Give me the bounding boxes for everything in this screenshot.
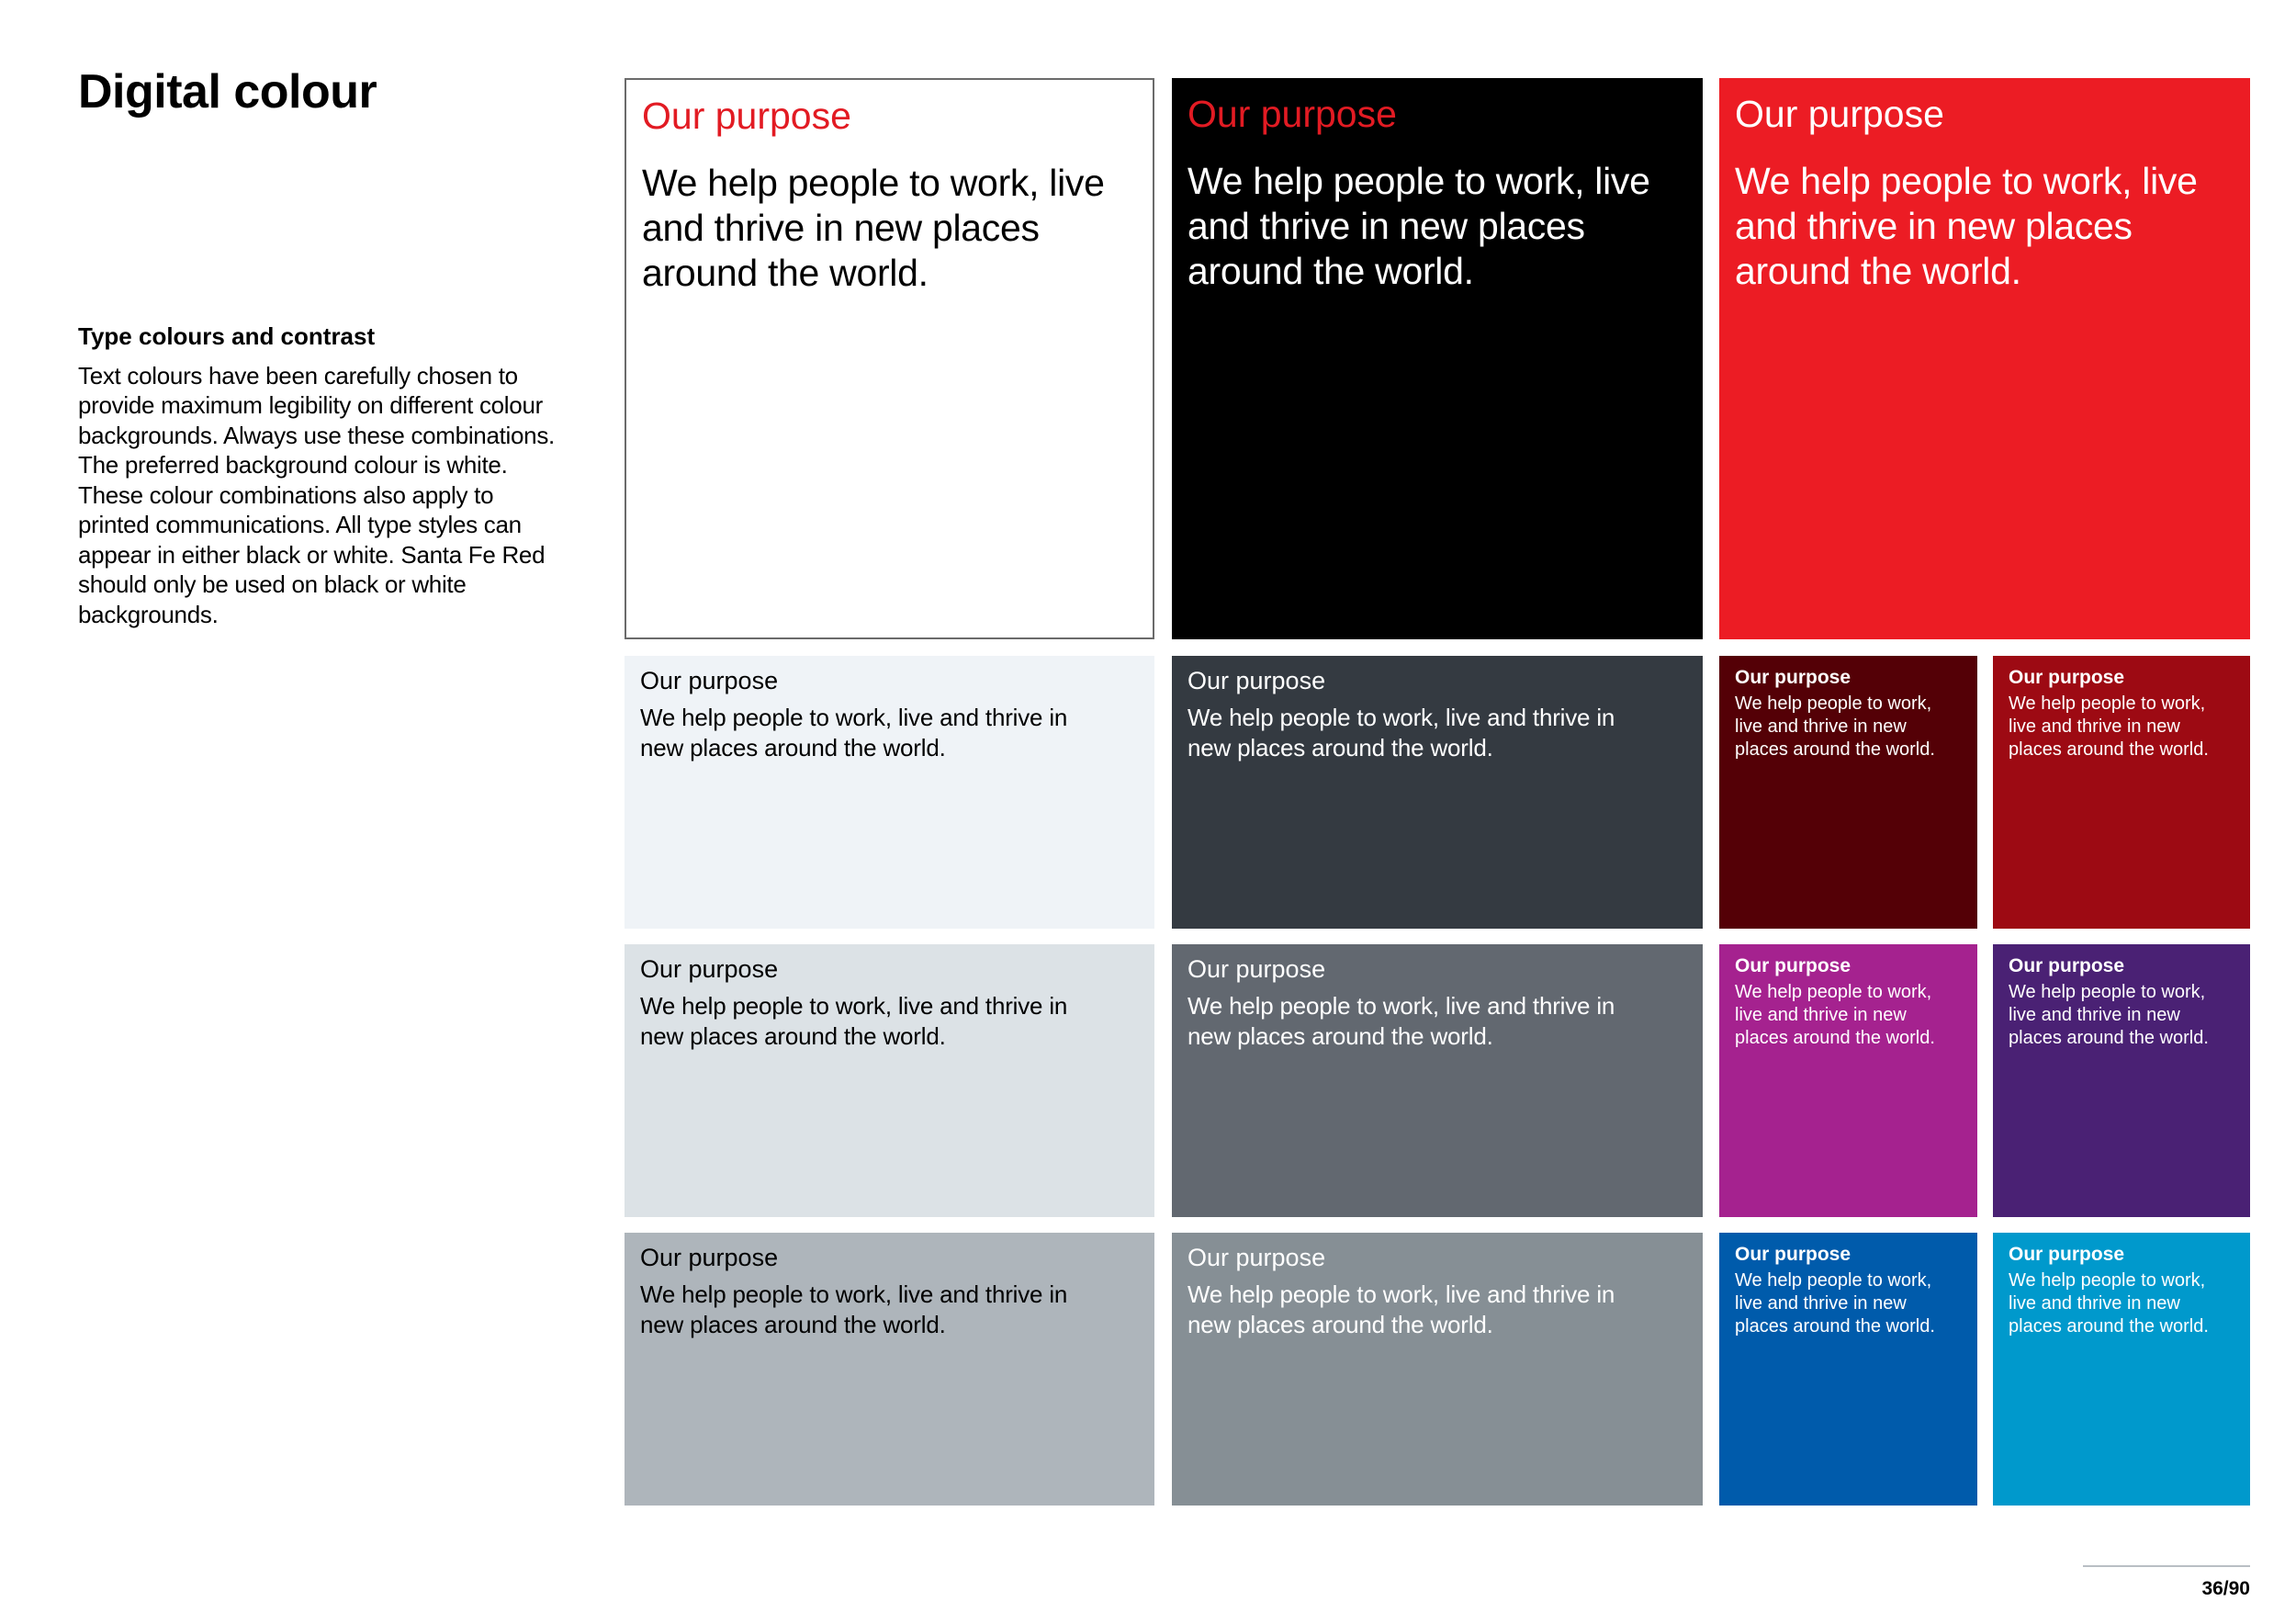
swatch-body: We help people to work, live and thrive in new places around the world. <box>2009 1270 2209 1337</box>
intro-section <box>78 321 556 629</box>
swatch-heading: Our purpose <box>1735 667 1851 688</box>
swatch-light-grey-2 <box>625 944 1154 1217</box>
swatch-body: We help people to work, live and thrive in new places around the world. <box>1735 982 1935 1049</box>
swatch-white <box>625 78 1154 639</box>
swatch-heading: Our purpose <box>1187 1244 1326 1271</box>
swatch-crimson <box>1993 656 2250 929</box>
swatch-heading: Our purpose <box>2009 667 2125 688</box>
swatch-heading: Our purpose <box>1735 1244 1851 1265</box>
swatch-heading: Our purpose <box>642 95 851 137</box>
intro-body: Text colours have been carefully chosen to provide maximum legibility on different colour backgrounds. Always use these combinations. The preferred background colour is white. These colour combinations also apply to printed communications. All type styles can appear in either black or white. Santa Fe Red should only be used on black or white backgrounds. <box>78 361 555 628</box>
swatch-mid-grey-3 <box>1172 1233 1703 1506</box>
swatch-heading: Our purpose <box>640 955 779 983</box>
swatch-light-grey-3 <box>625 1233 1154 1506</box>
swatch-magenta <box>1719 944 1977 1217</box>
swatch-body: We help people to work, live and thrive in new places around the world. <box>1187 1280 1615 1339</box>
swatch-body: We help people to work, live and thrive in new places around the world. <box>640 704 1068 762</box>
swatch-heading: Our purpose <box>1187 667 1326 694</box>
page-number: 36/90 <box>2201 1578 2250 1599</box>
swatch-body: We help people to work, live and thrive in new places around the world. <box>642 162 1105 295</box>
swatch-body: We help people to work, live and thrive in new places around the world. <box>1735 160 2198 293</box>
swatch-dark-red <box>1719 656 1977 929</box>
intro-heading: Type colours and contrast <box>78 322 376 350</box>
swatch-body: We help people to work, live and thrive in new places around the world. <box>1187 992 1615 1051</box>
swatch-body: We help people to work, live and thrive in new places around the world. <box>640 1280 1068 1339</box>
swatch-body: We help people to work, live and thrive in new places around the world. <box>1187 160 1650 293</box>
swatch-heading: Our purpose <box>2009 1244 2125 1265</box>
swatch-santa-fe-red <box>1719 78 2250 639</box>
swatch-body: We help people to work, live and thrive in new places around the world. <box>1187 704 1615 762</box>
swatch-dark-grey-1 <box>1172 656 1703 929</box>
swatch-body: We help people to work, live and thrive in new places around the world. <box>640 992 1068 1051</box>
swatch-body: We help people to work, live and thrive in new places around the world. <box>1735 694 1935 761</box>
swatch-heading: Our purpose <box>1187 93 1397 135</box>
swatch-body: We help people to work, live and thrive in new places around the world. <box>1735 1270 1935 1337</box>
swatch-body: We help people to work, live and thrive in new places around the world. <box>2009 694 2209 761</box>
swatch-cyan <box>1993 1233 2250 1506</box>
swatch-light-grey-1 <box>625 656 1154 929</box>
swatch-purple <box>1993 944 2250 1217</box>
page-title: Digital colour <box>78 65 377 118</box>
swatch-blue <box>1719 1233 1977 1506</box>
swatch-body: We help people to work, live and thrive in new places around the world. <box>2009 982 2209 1049</box>
swatch-black <box>1172 78 1703 639</box>
swatch-heading: Our purpose <box>640 667 779 694</box>
swatch-heading: Our purpose <box>1735 955 1851 976</box>
footer-divider <box>2083 1565 2250 1567</box>
swatch-heading: Our purpose <box>640 1244 779 1271</box>
swatch-heading: Our purpose <box>1187 955 1326 983</box>
swatch-heading: Our purpose <box>1735 93 1944 135</box>
swatch-dark-grey-2 <box>1172 944 1703 1217</box>
swatch-heading: Our purpose <box>2009 955 2125 976</box>
